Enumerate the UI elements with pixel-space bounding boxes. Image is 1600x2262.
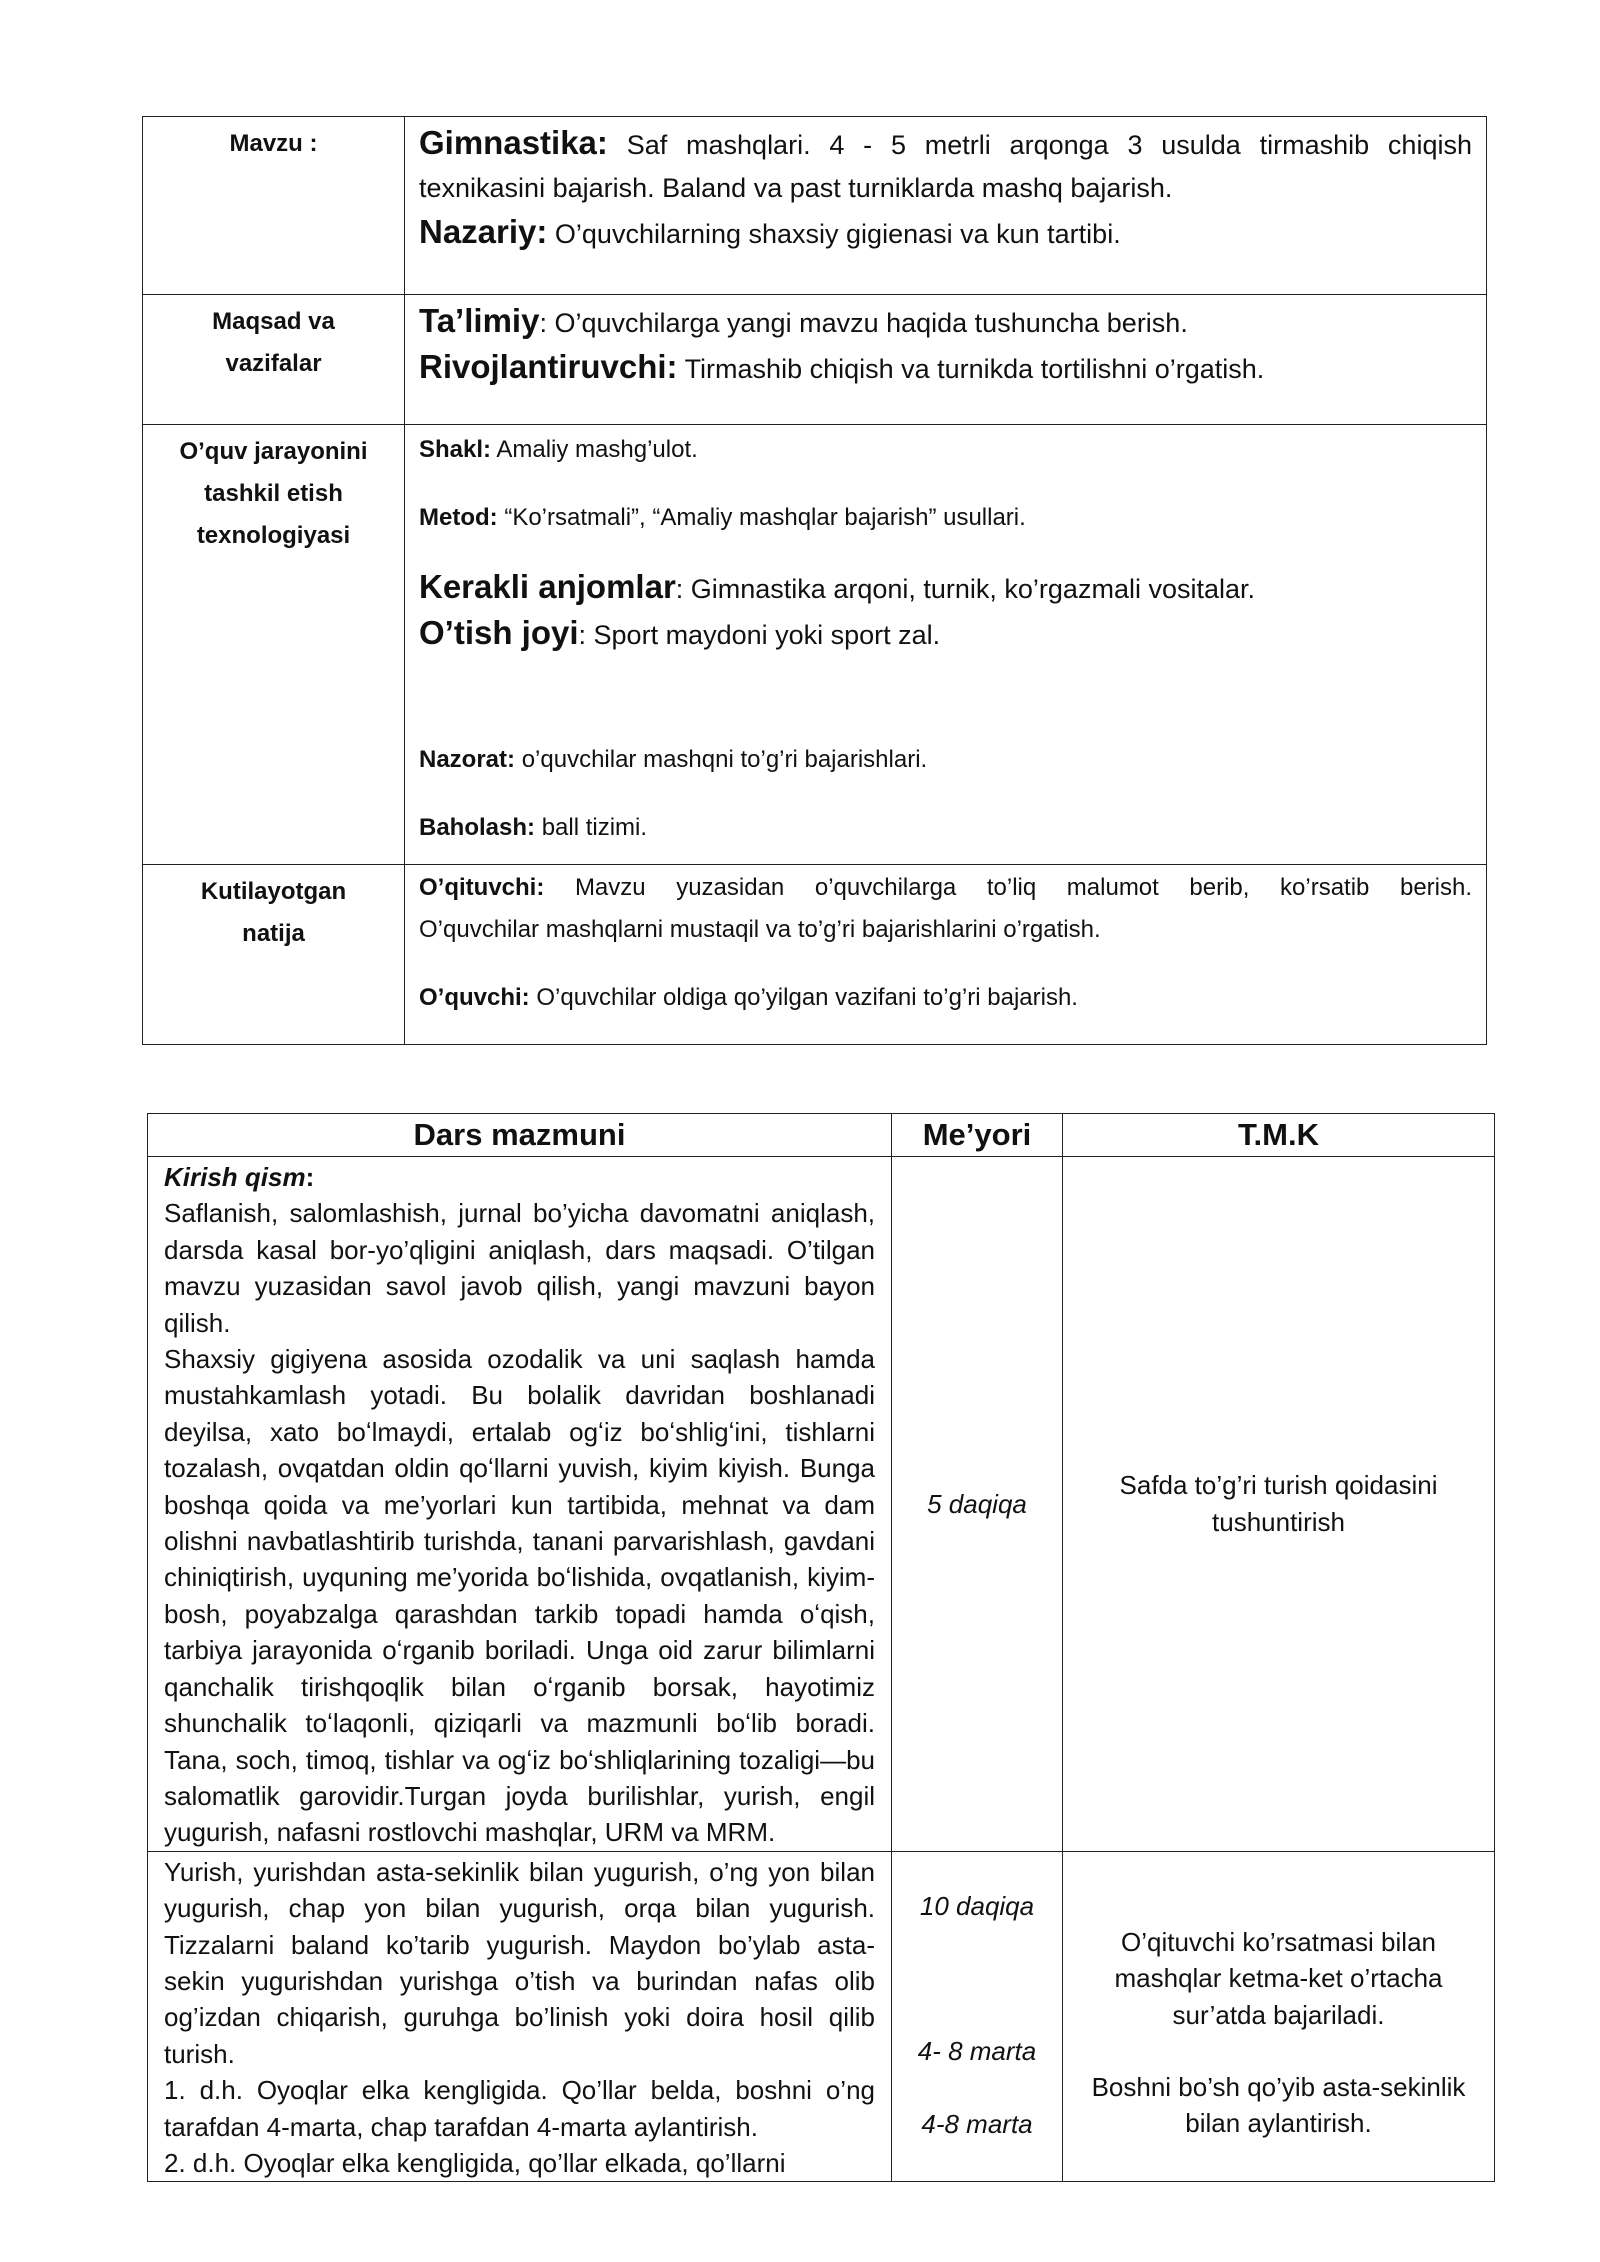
label-oquv-line1: O’quv jarayonini <box>179 438 368 465</box>
rivoj-heading: Rivojlantiruvchi: <box>419 348 678 385</box>
label-oquv <box>143 425 405 865</box>
row1-text2: Shaxsiy gigiyena asosida ozodalik va uni saqlash hamda mustahkamlash yotadi. Bu bolalik davridan boshlanadi deyilsa, xato boʻlmaydi, ertalab ogʻiz boʻshligʻini, tishlarni tozalash, ovqatdan oldin qoʻllarni yuvish, kiyim kiyish. Bunga boshqa qoida va me’yorlari kun tartibida, mehnat va dam olishni navbatlashtirib turishda, tanani parvarishlash, gavdani chiniqtirish, uyquning me’yorida boʻlishida, ovqatlanish, kiyim-bosh, poyabzalga qarashdan tarkib topadi hamda oʻqish, tarbiya jarayonida oʻrganib boriladi. Unga oid zarur bilimlarni qanchalik tirishqoqlik bilan oʻrganib borsak, hayotimiz shunchalik toʻlaqonli, qiziqarli va mazmunli boʻlib boradi. Tana, soch, timoq, tishlar va ogʻiz boʻshliqlarining tozaligi—bu salomatlik garovidir.Turgan joyda burilishlar, yurish, engil yugurish, nafasni rostlovchi mashqlar, URM va MRM. <box>164 1344 875 1848</box>
lesson-info-table <box>142 116 1487 1045</box>
nazorat-heading: Nazorat: <box>419 746 516 773</box>
label-oquv-line3: texnologiyasi <box>196 522 351 549</box>
nazorat-text: o’quvchilar mashqni to’g’ri bajarishlari. <box>521 746 928 773</box>
oqituvchi-heading: O’qituvchi: <box>419 874 545 901</box>
otish-text: : Sport maydoni yoki sport zal. <box>578 620 941 650</box>
spacer <box>419 657 1472 731</box>
gimnastika-text2: texnikasini bajarish. Baland va past turniklarda mashq bajarish. <box>419 173 1173 203</box>
row2-item1: 1. d.h. Oyoqlar elka kengligida. Qo’llar belda, boshni o’ng tarafdan 4-marta, chap tarafdan 4-marta aylantirish. <box>164 2075 875 2142</box>
row2-meyori <box>892 1851 1063 2182</box>
row2-tmk2: Boshni bo’sh qo’yib asta-sekinlik bilan aylantirish. <box>1091 2071 1466 2139</box>
baholash-text: ball tizimi. <box>541 814 648 841</box>
lesson-content-table <box>147 1113 1495 2182</box>
row-mavzu <box>143 117 1487 295</box>
gimnastika-text1: Saf mashqlari. 4 - 5 metrli arqonga 3 usulda tirmashib chiqish <box>626 130 1472 160</box>
kirish-colon: : <box>305 1162 315 1192</box>
label-kutilayotgan-line2: natija <box>242 920 305 947</box>
content-mavzu <box>405 117 1487 295</box>
gimnastika-line1 <box>419 121 1472 167</box>
row1-text1: Saflanish, salomlashish, jurnal bo’yicha davomatni aniqlash, darsda kasal bor-yo’qligini aniqlash, dars maqsadi. O’tilgan mavzu yuzasidan savol javob qilish, yangi mavzuni bayon qilish. <box>164 1198 875 1338</box>
kirish-heading: Kirish qism <box>164 1162 306 1192</box>
header-row <box>148 1114 1495 1157</box>
label-maqsad <box>143 295 405 425</box>
metod-heading: Metod: <box>419 504 498 531</box>
label-maqsad-line1: Maqsad va <box>212 308 335 335</box>
talimiy-line <box>419 299 1472 345</box>
row-oquv <box>143 425 1487 865</box>
baholash-heading: Baholash: <box>419 814 536 841</box>
oquvchi-line <box>419 981 1472 1015</box>
label-maqsad-line2: vazifalar <box>225 350 322 377</box>
gimnastika-heading: Gimnastika: <box>419 124 608 161</box>
label-kutilayotgan-line1: Kutilayotgan <box>200 878 347 905</box>
row2-meyori2: 4- 8 marta <box>917 2036 1037 2067</box>
shakl-text: Amaliy mashg’ulot. <box>496 436 698 463</box>
label-mavzu <box>143 117 405 295</box>
row2-tmk <box>1063 1851 1495 2182</box>
row-maqsad <box>143 295 1487 425</box>
row1-tmk: Safda to’g’ri turish qoidasini tushuntirish <box>1063 1157 1495 1852</box>
rivoj-line <box>419 345 1472 391</box>
shakl-heading: Shakl: <box>419 436 492 463</box>
table-row <box>148 1157 1495 1852</box>
content-maqsad <box>405 295 1487 425</box>
nazariy-text: O’quvchilarning shaxsiy gigienasi va kun tartibi. <box>554 219 1121 249</box>
row1-content <box>148 1157 892 1852</box>
row-kutilayotgan <box>143 865 1487 1045</box>
content-oquv <box>405 425 1487 865</box>
talimiy-heading: Ta’limiy <box>419 302 540 339</box>
talimiy-text: : O’quvchilarga yangi mavzu haqida tushuncha berish. <box>539 308 1188 338</box>
label-kutilayotgan <box>143 865 405 1045</box>
header-dars-mazmuni: Dars mazmuni <box>148 1114 892 1157</box>
metod-line <box>419 501 1472 535</box>
shakl-line <box>419 433 1472 467</box>
kirish-heading-line <box>164 1159 875 1195</box>
oqituvchi-text2: O’quvchilar mashqlarni mustaqil va to’g’ri bajarishlarini o’rgatish. <box>419 916 1101 943</box>
content-kutilayotgan <box>405 865 1487 1045</box>
kerakli-line <box>419 565 1472 611</box>
label-mavzu-text: Mavzu : <box>229 130 318 157</box>
otish-heading: O’tish joyi <box>419 614 579 651</box>
oqituvchi-line1 <box>419 871 1472 905</box>
row2-text1: Yurish, yurishdan asta-sekinlik bilan yugurish, o’ng yon bilan yugurish, chap yon bilan yugurish, orqa bilan yugurish. Tizzalarni baland ko’tarib yugurish. Maydon bo’ylab asta-sekin yugurishdan yurishga o’tish va burindan nafas olib og’izdan chiqarish, guruhga bo’linish yoki doira hosil qilib turish. <box>164 1856 875 2069</box>
nazariy-heading: Nazariy: <box>419 213 548 250</box>
header-meyori: Me’yori <box>892 1114 1063 1157</box>
row1-meyori: 5 daqiqa <box>892 1157 1063 1852</box>
row2-tmk1: O’qituvchi ko’rsatmasi bilan mashqlar ketma-ket o’rtacha sur’atda bajariladi. <box>1114 1926 1443 2030</box>
table-row <box>148 1851 1495 2182</box>
row2-meyori1: 10 daqiqa <box>919 1890 1035 1921</box>
metod-text: “Ko’rsatmali”, “Amaliy mashqlar bajarish” usullari. <box>504 504 1026 531</box>
rivoj-text: Tirmashib chiqish va turnikda tortilishni o’rgatish. <box>684 354 1265 384</box>
nazorat-line <box>419 743 1472 777</box>
kerakli-heading: Kerakli anjomlar <box>419 568 676 605</box>
header-tmk: T.M.K <box>1063 1114 1495 1157</box>
label-oquv-line2: tashkil etish <box>204 480 343 507</box>
row2-meyori3: 4-8 marta <box>921 2108 1033 2139</box>
oquvchi-heading: O’quvchi: <box>419 984 530 1011</box>
oquvchi-text: O’quvchilar oldiga qo’yilgan vazifani to’g’ri bajarish. <box>536 984 1078 1011</box>
nazariy-line <box>419 210 1472 256</box>
row2-content <box>148 1851 892 2182</box>
baholash-line <box>419 811 1472 845</box>
row2-item2: 2. d.h. Oyoqlar elka kengligida, qo’llar elkada, qo’llarni <box>164 2147 786 2178</box>
kerakli-text: : Gimnastika arqoni, turnik, ko’rgazmali vositalar. <box>675 574 1256 604</box>
otish-line <box>419 611 1472 657</box>
oqituvchi-text1: Mavzu yuzasidan o’quvchilarga to’liq malumot berib, ko’rsatib berish. <box>574 874 1473 901</box>
